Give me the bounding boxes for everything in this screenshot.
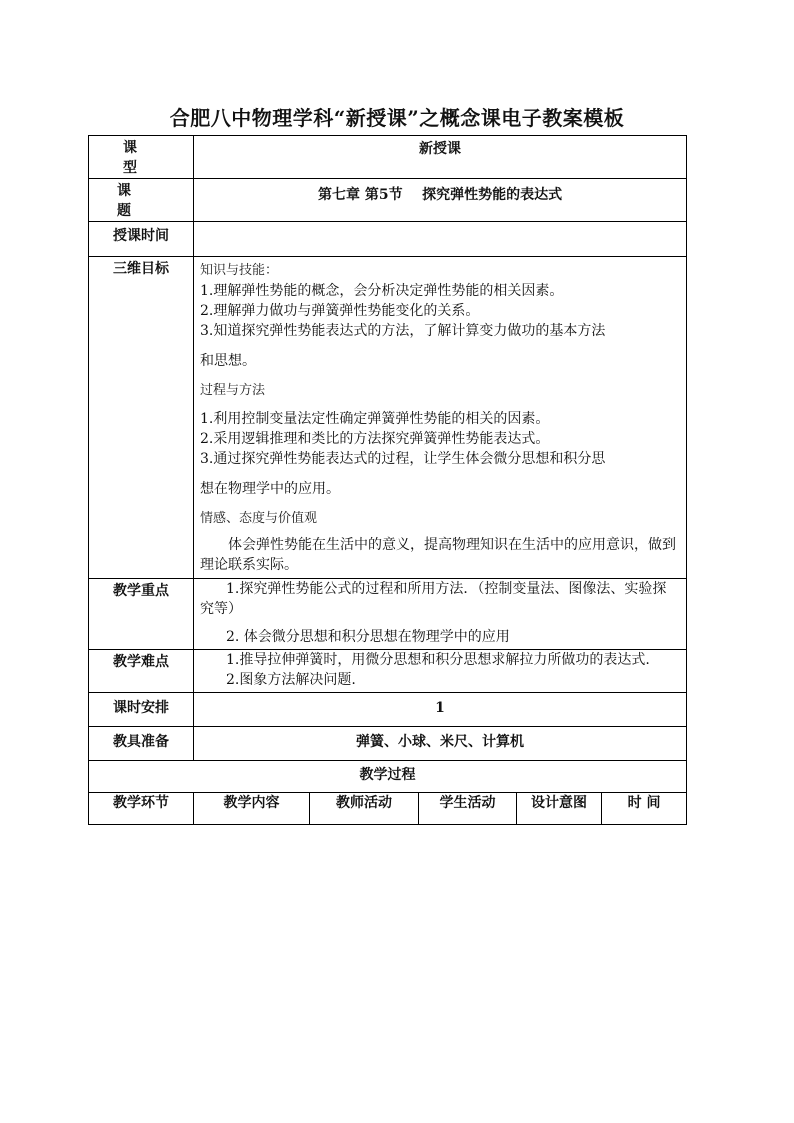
key-point-item: 1.探究弹性势能公式的过程和所用方法．（控制变量法、图像法、实验探究等） <box>200 581 667 617</box>
knowledge-item: 和思想。 <box>200 353 256 369</box>
process-title: 教学过程 <box>89 761 687 793</box>
difficulty-item: 1.推导拉伸弹簧时，用微分思想和积分思想求解拉力所做功的表达式. <box>226 652 650 668</box>
lesson-type-label: 课 型 <box>89 136 194 179</box>
row-difficulties <box>89 650 687 693</box>
difficulties-content <box>194 650 687 693</box>
row-lesson-type <box>89 136 687 179</box>
lesson-type-value: 新授课 <box>194 136 687 179</box>
process-header-student: 学生活动 <box>419 793 517 825</box>
row-topic <box>89 179 687 222</box>
emotion-text: 体会弹性势能在生活中的意义，提高物理知识在生活中的应用意识，做到理论联系实际。 <box>200 537 676 573</box>
process-item: 2.采用逻辑推理和类比的方法探究弹簧弹性势能表达式。 <box>200 431 550 447</box>
teaching-time-label: 授课时间 <box>89 222 194 257</box>
process-header-intent: 设计意图 <box>517 793 602 825</box>
goals-label: 三维目标 <box>89 257 194 579</box>
knowledge-item: 2.理解弹力做功与弹簧弹性势能变化的关系。 <box>200 303 480 319</box>
process-header-row <box>89 793 687 825</box>
key-points-label: 教学重点 <box>89 579 194 650</box>
row-three-dimensional-goals <box>89 257 687 579</box>
knowledge-item: 3.知道探究弹性势能表达式的方法，了解计算变力做功的基本方法 <box>200 323 606 339</box>
process-item: 想在物理学中的应用。 <box>200 481 340 497</box>
key-point-item: 2. 体会微分思想和积分思想在物理学中的应用 <box>226 629 510 645</box>
materials-label: 教具准备 <box>89 727 194 761</box>
difficulty-item: 2.图象方法解决问题. <box>226 672 356 688</box>
row-key-points <box>89 579 687 650</box>
row-process-title <box>89 761 687 793</box>
knowledge-heading: 知识与技能： <box>200 263 279 278</box>
materials-value: 弹簧、小球、米尺、计算机 <box>194 727 687 761</box>
row-teaching-time <box>89 222 687 257</box>
process-header-stage: 教学环节 <box>89 793 194 825</box>
process-item: 1.利用控制变量法定性确定弹簧弹性势能的相关的因素。 <box>200 411 550 427</box>
process-item: 3.通过探究弹性势能表达式的过程，让学生体会微分思想和积分思 <box>200 451 606 467</box>
emotion-heading: 情感、态度与价值观 <box>200 511 318 526</box>
document-title: 合肥八中物理学科“新授课”之概念课电子教案模板 <box>169 106 625 130</box>
periods-value: 1 <box>194 693 687 727</box>
row-materials <box>89 727 687 761</box>
topic-value: 第七章 第5节 探究弹性势能的表达式 <box>194 179 687 222</box>
knowledge-item: 1.理解弹性势能的概念，会分析决定弹性势能的相关因素。 <box>200 283 564 299</box>
periods-label: 课时安排 <box>89 693 194 727</box>
row-periods <box>89 693 687 727</box>
goals-content <box>194 257 687 579</box>
topic-label: 课 题 <box>89 179 194 222</box>
lesson-plan-table <box>88 135 687 825</box>
process-heading: 过程与方法 <box>200 383 266 398</box>
key-points-content <box>194 579 687 650</box>
process-header-teacher: 教师活动 <box>310 793 419 825</box>
teaching-time-value <box>194 222 687 257</box>
difficulties-label: 教学难点 <box>89 650 194 693</box>
process-header-content: 教学内容 <box>194 793 310 825</box>
process-header-time: 时 间 <box>602 793 687 825</box>
